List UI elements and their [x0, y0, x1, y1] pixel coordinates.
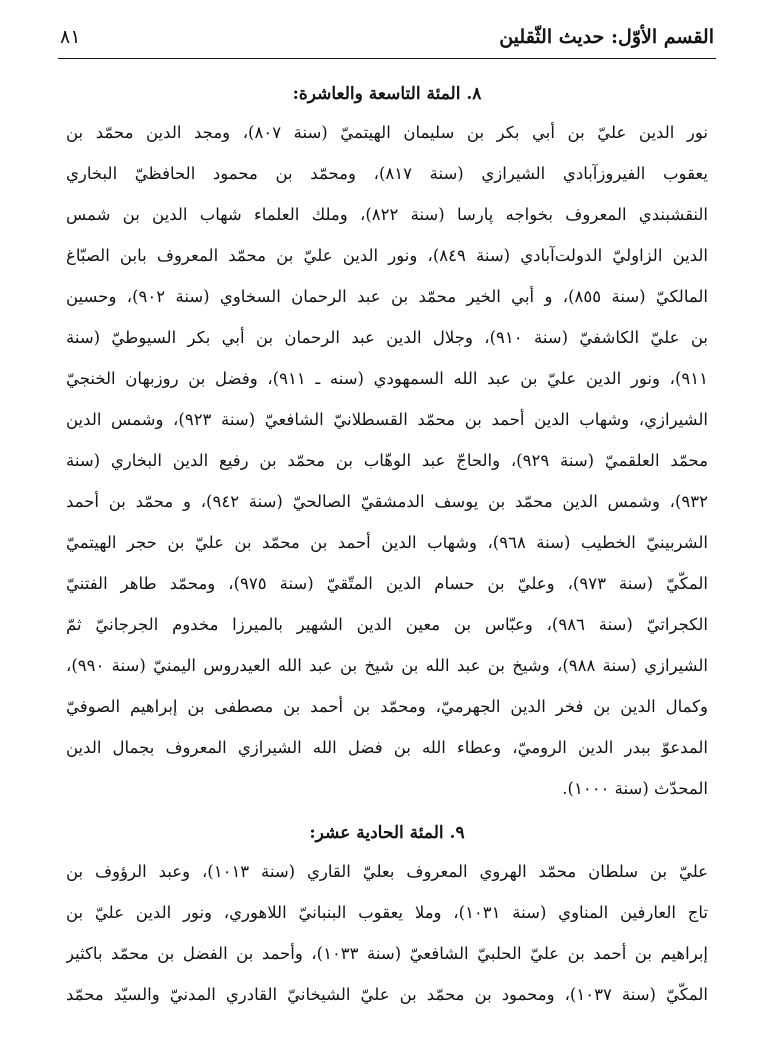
section-text-century-9-10 — [66, 112, 708, 809]
text-line: تاج العارفين المناوي (سنة ١٠٣١)، وملا يعقوب البنبانيّ اللاهوري، ونور الدين عليّ بن — [66, 903, 708, 922]
text-line: المدعوّ ببدر الدين الروميّ، وعطاء الله بن فضل الله الشيرازي المعروف بجمال الدين — [66, 738, 708, 757]
text-line: الكجراتيّ (سنة ٩٨٦)، وعبّاس بن معين الدين الشهير بالميرزا مخدوم الجرجانيّ ثمّ — [66, 615, 708, 634]
text-line: محمّد العلقميّ (سنة ٩٢٩)، والحاجّ عبد الوهّاب بن محمّد بن رفيع الدين البخاري (سنة — [66, 451, 708, 470]
text-line: المحدّث (سنة ١٠٠٠). — [562, 779, 708, 798]
text-line: النقشبندي المعروف بخواجه پارسا (سنة ٨٢٢)، وملك العلماء شهاب الدين بن شمس — [66, 205, 708, 224]
text-line: الشيرازي، وشهاب الدين أحمد بن محمّد القسطلانيّ الشافعيّ (سنة ٩٢٣)، وشمس الدين — [66, 410, 708, 429]
text-line: المكّيّ (سنة ١٠٣٧)، ومحمود بن محمّد بن عليّ الشيخانيّ القادري المدنيّ والسيّد محمّد — [66, 985, 708, 1004]
running-header-title: القسم الأوّل: حديث الثّقلين — [499, 26, 714, 48]
section-heading-century-9-10: ٨. المئة التاسعة والعاشرة: — [292, 84, 482, 104]
text-line: عليّ بن سلطان محمّد الهروي المعروف بعليّ القاري (سنة ١٠١٣)، وعبد الرؤوف بن — [66, 862, 708, 881]
text-line: الشيرازي (سنة ٩٨٨)، وشيخ بن عبد الله بن شيخ بن عبد الله العيدروس اليمنيّ (سنة ٩٩٠)، — [66, 656, 708, 675]
text-line: الشربينيّ الخطيب (سنة ٩٦٨)، وشهاب الدين أحمد بن محمّد بن عليّ بن حجر الهيتميّ — [66, 533, 708, 552]
text-line: وكمال الدين بن فخر الدين الجهرميّ، ومحمّد بن أحمد بن مصطفى بن إبراهيم الصوفيّ — [66, 697, 708, 716]
page-body — [66, 76, 708, 1015]
header-divider — [58, 58, 716, 59]
text-line: ٩١١)، ونور الدين عليّ بن عبد الله السمهودي (سنه ـ ٩١١)، وفضل بن روزبهان الخنجيّ — [66, 369, 708, 388]
text-line: يعقوب الفيروزآبادي الشيرازي (سنة ٨١٧)، ومحمّد بن محمود الحافظيّ البخاري — [66, 164, 708, 183]
text-line: ٩٣٢)، وشمس الدين محمّد بن يوسف الدمشقيّ الصالحيّ (سنة ٩٤٢)، و محمّد بن أحمد — [66, 492, 708, 511]
text-line: المالكيّ (سنة ٨٥٥)، و أبي الخير محمّد بن عبد الرحمان السخاوي (سنة ٩٠٢)، وحسين — [66, 287, 708, 306]
running-header — [60, 22, 714, 52]
text-line: الدين الزاوليّ الدولت‌آبادي (سنة ٨٤٩)، ونور الدين عليّ بن محمّد المعروف بابن الصبّاغ — [66, 246, 708, 265]
text-line: بن عليّ الكاشفيّ (سنة ٩١٠)، وجلال الدين عبد الرحمان بن أبي بكر السيوطيّ (سنة — [66, 328, 708, 347]
section-heading-century-11: ٩. المئة الحادية عشر: — [309, 823, 465, 843]
text-line: نور الدين عليّ بن أبي بكر بن سليمان الهيتميّ (سنة ٨٠٧)، ومجد الدين محمّد بن — [66, 123, 708, 142]
text-line: المكّيّ (سنة ٩٧٣)، وعليّ بن حسام الدين المتّقيّ (سنة ٩٧٥)، ومحمّد طاهر الفتنيّ — [66, 574, 708, 593]
page-number: ٨١ — [60, 26, 81, 48]
text-line: إبراهيم بن أحمد بن عليّ الحلبيّ الشافعيّ (سنة ١٠٣٣)، وأحمد بن الفضل بن محمّد باكثير — [66, 944, 708, 963]
section-text-century-11 — [66, 851, 708, 1015]
